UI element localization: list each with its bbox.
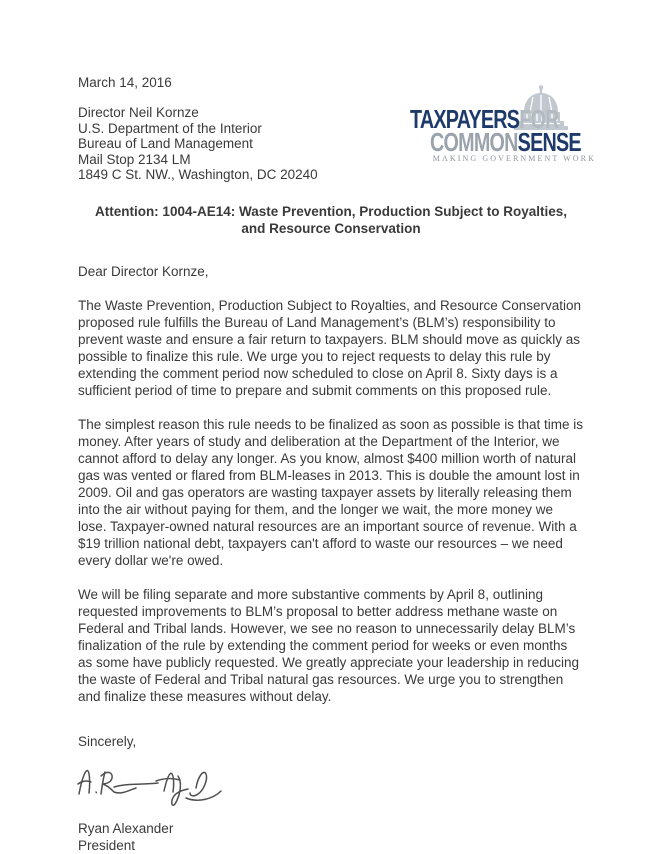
signer-title: President [78,837,136,853]
signer-block [78,820,584,854]
logo-word-taxpayers: TAXPAYERS [410,104,520,134]
logo-word-common: COMMON [430,127,518,157]
recipient-name: Director Neil Kornze [78,105,199,120]
logo-tagline: MAKING GOVERNMENT WORK [432,154,596,163]
handwritten-signature-image [74,756,234,814]
recipient-department: U.S. Department of the Interior [78,120,262,136]
signature-area [78,756,584,818]
body-paragraph-3: We will be filing separate and more substantive comments by April 8, outlining requested improvements to BLM’s proposal to better address methane waste on Federal and Tribal lands. However, we see no reason to unnecessarily delay BLM’s finalization of the rule by extending the comment period for weeks or even months as some have publicly requested. We greatly appreciate your leadership in reducing the waste of Federal and Tribal natural gas resources. We urge you to strengthen and finalize these measures without delay. [78,586,580,704]
recipient-street-address: 1849 C St. NW., Washington, DC 20240 [78,167,318,183]
logo-word-sense: SENSE [517,127,581,157]
letter-date: March 14, 2016 [78,75,172,90]
body-paragraph-2: The simplest reason this rule needs to be finalized as soon as possible is that time is money. After years of study and deliberation at the Department of the Interior, we cannot afford to delay any longer. As you know, almost $400 million worth of natural gas was vented or flared from BLM-leases in 2013. This is double the amount lost in 2009. Oil and gas operators are wasting taxpayer assets by literally releasing them into the air without paying for them, and the longer we wait, the more money we lose. Taxpayer-owned natural resources are an important source of revenue. With a $19 trillion national debt, taxpayers can't afford to waste our resources – we need every dollar we're owed. [78,416,584,568]
closing-salutation: Sincerely, [78,733,137,749]
attention-line-2: and Resource Conservation [241,220,421,236]
logo-word-for: FOR [519,104,559,134]
recipient-bureau: Bureau of Land Management [78,136,253,152]
logo-wordmark-line2 [430,129,581,155]
attention-subject-line [78,203,584,237]
salutation: Dear Director Kornze, [78,263,209,279]
body-paragraph-1: The Waste Prevention, Production Subject to Royalties, and Resource Conservation proposed rule fulfills the Bureau of Land Management’s (BLM’s) responsibility to prevent waste and ensure a fair return to taxpayers. BLM should move as quickly as possible to finalize this rule. We urge you to reject requests to delay this rule by extending the comment period now scheduled to close on April 8. Sixty days is a sufficient period of time to prepare and submit comments on this proposed rule. [78,297,582,398]
attention-line-1: Attention: 1004-AE14: Waste Prevention, Production Subject to Royalties, [94,203,568,219]
recipient-mail-stop: Mail Stop 2134 LM [78,151,191,167]
letter-content [78,74,584,854]
signer-name: Ryan Alexander [78,820,174,836]
